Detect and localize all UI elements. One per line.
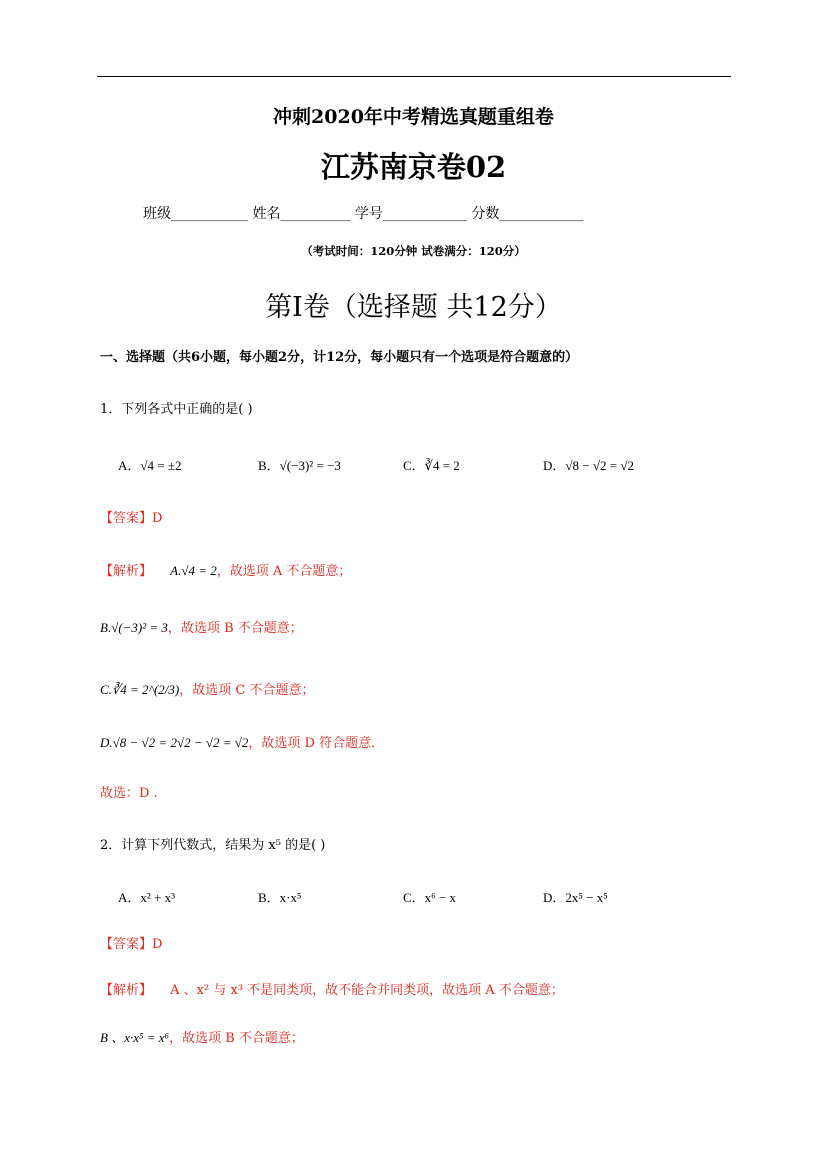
q1-analysis-b-math: B.√(−3)² = 3 — [100, 620, 168, 635]
q1-analysis-a-text: ，故选项 A 不合题意； — [216, 564, 352, 579]
q1-analysis-a-math: A.√4 = 2 — [170, 563, 217, 578]
paper-subtitle: 冲刺2020年中考精选真题重组卷 — [273, 106, 554, 128]
q1-analysis-b-text: ，故选项 B 不合题意； — [167, 621, 303, 636]
q2-stem: 2．计算下列代数式，结果为 x⁵ 的是( ) — [100, 838, 326, 853]
q1-analysis-c — [100, 679, 314, 698]
q1-option-c: C．∛4 = 2 — [403, 458, 460, 473]
student-info-line: 班级___________ 姓名__________ 学号____________ 分数____________ — [143, 206, 584, 222]
q1-analysis-c-math: C.∛4 = 2^(2/3) — [100, 682, 180, 697]
q1-option-d: D．√8 − √2 = √2 — [543, 458, 634, 473]
q2-analysis-b-text: ，故选项 B 不合题意； — [169, 1031, 304, 1046]
q1-option-a: A．√4 = ±2 — [118, 458, 182, 473]
section-title: 第Ⅰ卷（选择题 共12分） — [265, 292, 562, 323]
q2-option-a: A．x² + x³ — [118, 890, 176, 905]
q1-stem: 1．下列各式中正确的是( ) — [100, 402, 253, 417]
q2-answer: 【答案】D — [100, 937, 163, 952]
q2-analysis-label: 【解析】 — [100, 983, 153, 998]
q2-analysis-b — [100, 1027, 304, 1046]
q1-analysis-label: 【解析】 — [100, 564, 153, 579]
q1-analysis-d — [100, 732, 384, 751]
q1-analysis-b — [100, 617, 303, 636]
q2-option-d: D．2x⁵ − x⁵ — [543, 890, 608, 905]
q1-analysis-c-text: ，故选项 C 不合题意； — [179, 683, 315, 698]
q2-option-b: B．x·x⁵ — [258, 890, 302, 905]
paper-title: 江苏南京卷02 — [320, 150, 507, 184]
header-rule — [97, 76, 731, 77]
q1-conclusion: 故选：D . — [100, 786, 158, 801]
section-instruction: 一、选择题（共6小题，每小题2分，计12分，每小题只有一个选项是符合题意的） — [100, 350, 579, 365]
q1-option-b: B．√(−3)² = −3 — [258, 458, 341, 473]
q1-analysis-d-text: ，故选项 D 符合题意． — [248, 736, 385, 751]
q2-analysis-a-text: A 、x² 与 x³ 不是同类项，故不能合并同类项，故选项 A 不合题意； — [170, 983, 564, 998]
q2-analysis-b-math: B 、x·x⁵ = x⁶ — [100, 1030, 170, 1045]
exam-info: （考试时间：120分钟 试卷满分：120分） — [301, 244, 526, 258]
q1-analysis-d-math: D.√8 − √2 = 2√2 − √2 = √2 — [100, 735, 249, 750]
q2-analysis-a — [100, 979, 564, 998]
q1-answer: 【答案】D — [100, 511, 163, 526]
q2-option-c: C．x⁶ − x — [403, 890, 457, 905]
q1-analysis-a — [100, 560, 351, 579]
